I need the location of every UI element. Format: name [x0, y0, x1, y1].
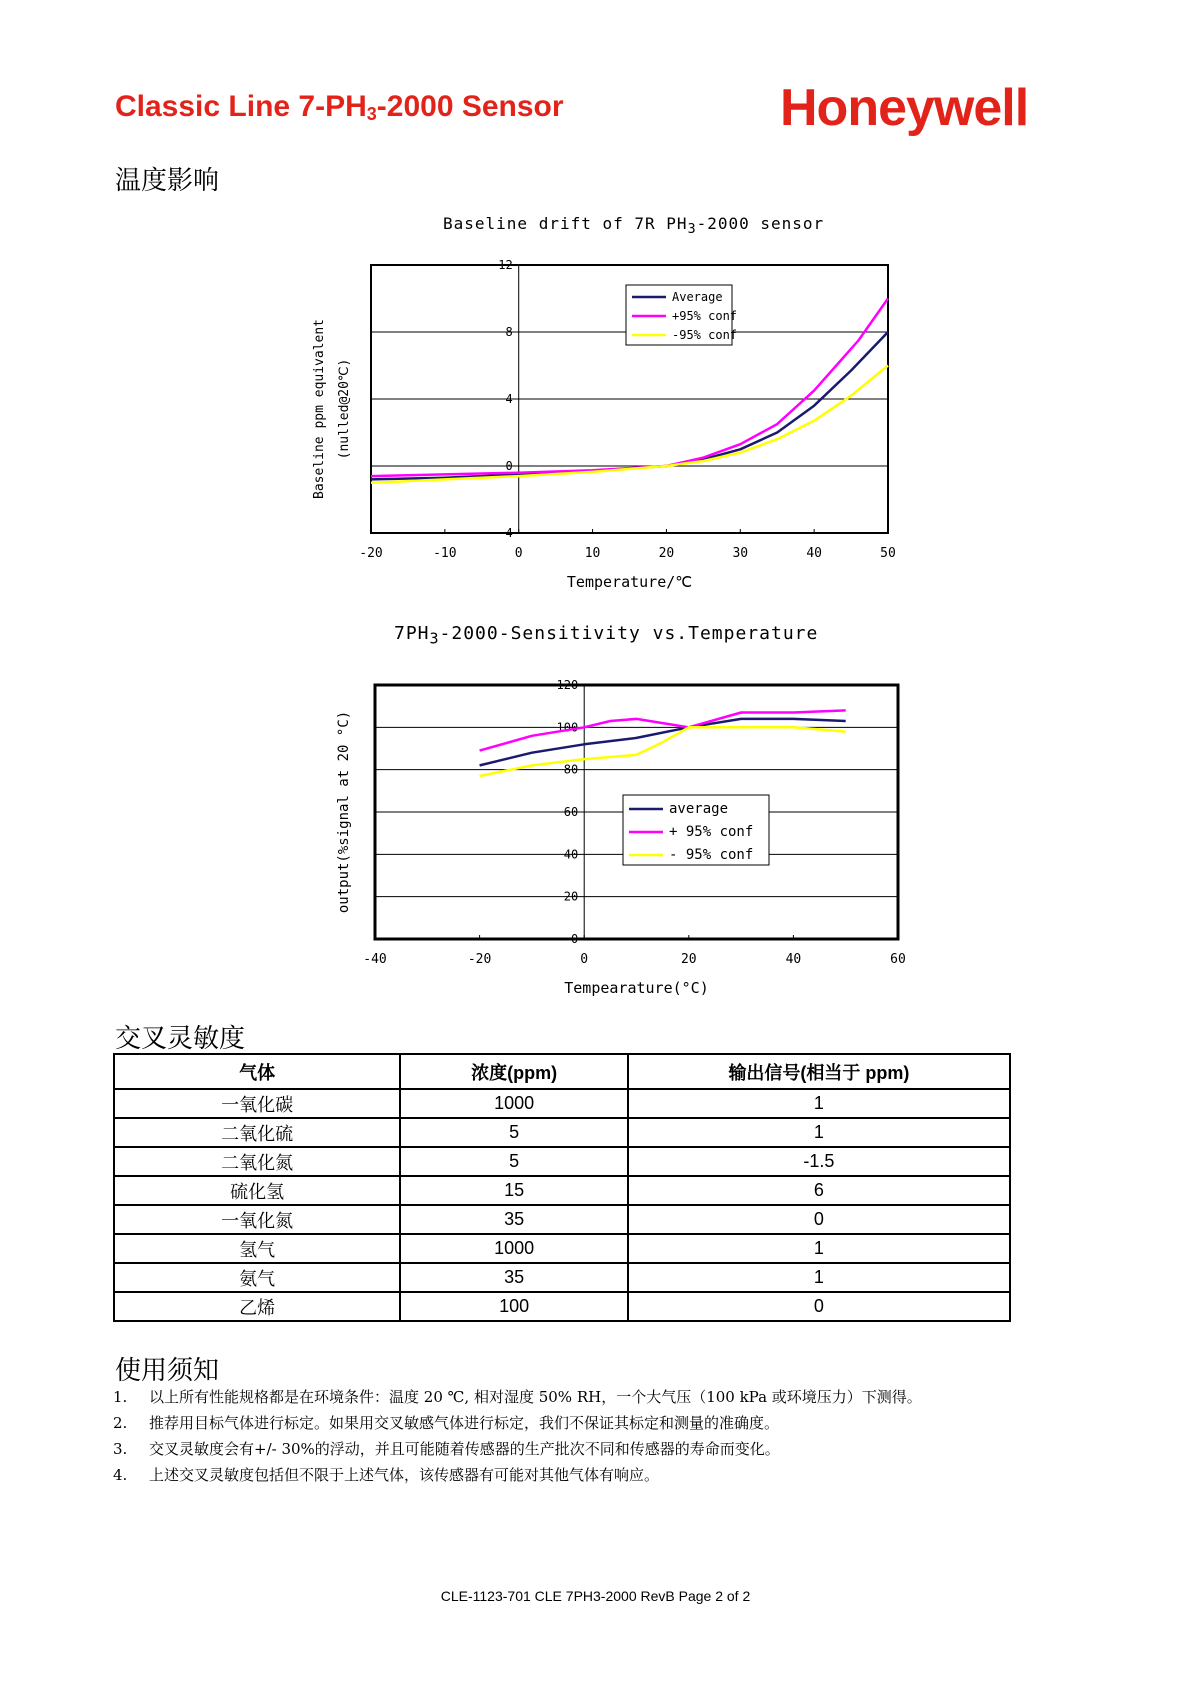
x-tick-label: -20 — [359, 546, 383, 561]
y-tick-label: 4 — [505, 392, 513, 406]
gas-cell: 硫化氢 — [114, 1176, 400, 1205]
note-text: 交叉灵敏度会有+/- 30%的浮动，并且可能随着传感器的生产批次不同和传感器的寿命而变化。 — [149, 1440, 780, 1458]
y-tick-label: 12 — [498, 258, 513, 272]
y-tick-label: 40 — [563, 847, 579, 862]
y-axis-label-line2: (nulled@20℃) — [337, 358, 352, 460]
gas-cell: 二氧化硫 — [114, 1118, 400, 1147]
output-cell: 0 — [628, 1205, 1010, 1234]
chart-1-title: Baseline drift of 7R $PH_3-2000$ sensor — [443, 214, 825, 238]
y-tick-label: 80 — [563, 762, 579, 777]
note-text: 上述交叉灵敏度包括但不限于上述气体，该传感器有可能对其他气体有响应。 — [149, 1466, 660, 1484]
y-tick-label: 120 — [556, 678, 579, 692]
output-cell: 0 — [628, 1292, 1010, 1321]
concentration-cell: 15 — [400, 1176, 628, 1205]
baseline-drift-chart — [300, 250, 920, 600]
x-tick-label: 20 — [680, 952, 697, 967]
y-axis-label: output(%signal at 20 °C) — [336, 710, 352, 914]
document-title: Classic Line $7-PH_3-2000$ Sensor — [115, 90, 564, 124]
section-heading-cross-sensitivity: 交叉灵敏度 — [115, 1024, 246, 1054]
output-cell: 1 — [628, 1234, 1010, 1263]
y-tick-label: -4 — [498, 526, 513, 540]
x-tick-label: 40 — [785, 952, 802, 967]
sensitivity-chart — [320, 668, 930, 1008]
list-item: 3. 交叉灵敏度会有+/- 30%的浮动，并且可能随着传感器的生产批次不同和传感器的寿命而变化。 — [113, 1440, 780, 1458]
concentration-cell: 5 — [400, 1118, 628, 1147]
y-tick-label: 0 — [505, 459, 513, 473]
concentration-cell: 1000 — [400, 1234, 628, 1263]
section-heading-temperature: 温度影响 — [115, 166, 220, 196]
table-row — [114, 1205, 1010, 1234]
gas-cell: 一氧化碳 — [114, 1089, 400, 1118]
section-heading-notes: 使用须知 — [115, 1356, 220, 1386]
y-tick-label: 100 — [556, 720, 579, 735]
usage-notes-list — [113, 1384, 922, 1488]
output-cell: 1 — [628, 1089, 1010, 1118]
table-header-row — [114, 1054, 1010, 1089]
column-header-gas: 气体 — [114, 1054, 400, 1089]
note-text: 以上所有性能规格都是在环境条件：温度 20 ℃, 相对湿度 50% RH，一个大气压（100 kPa 或环境压力）下测得。 — [149, 1388, 922, 1406]
legend-entry: Average — [672, 290, 723, 304]
honeywell-logo: Honeywell — [780, 79, 1029, 137]
x-tick-label: -40 — [363, 952, 387, 967]
output-cell: -1.5 — [628, 1147, 1010, 1176]
concentration-cell: 1000 — [400, 1089, 628, 1118]
gas-cell: 一氧化氮 — [114, 1205, 400, 1234]
table-row — [114, 1292, 1010, 1321]
gas-cell: 二氧化氮 — [114, 1147, 400, 1176]
table-row — [114, 1176, 1010, 1205]
gas-cell: 乙烯 — [114, 1292, 400, 1321]
column-header-output: 输出信号(相当于 ppm) — [628, 1054, 1010, 1089]
output-cell: 1 — [628, 1118, 1010, 1147]
x-tick-label: 60 — [890, 952, 906, 967]
concentration-cell: 100 — [400, 1292, 628, 1321]
cross-sensitivity-table — [113, 1053, 1011, 1322]
x-tick-label: 20 — [658, 546, 675, 561]
gas-cell: 氨气 — [114, 1263, 400, 1292]
legend-entry: - 95% conf — [669, 847, 754, 863]
x-tick-label: 10 — [584, 546, 601, 561]
table-row — [114, 1089, 1010, 1118]
table-row — [114, 1118, 1010, 1147]
x-tick-label: 40 — [806, 546, 822, 561]
chart-2-title: $7PH_3-2000$-Sensitivity vs.Temperature — [394, 623, 819, 648]
output-cell: 6 — [628, 1176, 1010, 1205]
list-item: 1. 以上所有性能规格都是在环境条件：温度 20 ℃, 相对湿度 50% RH，一个大气压（100 kPa 或环境压力）下测得。 — [113, 1388, 922, 1406]
legend-entry: -95% conf — [672, 328, 738, 342]
list-item: 4. 上述交叉灵敏度包括但不限于上述气体，该传感器有可能对其他气体有响应。 — [113, 1466, 660, 1484]
legend-entry: average — [669, 801, 729, 817]
concentration-cell: 35 — [400, 1263, 628, 1292]
y-tick-label: 0 — [570, 932, 579, 946]
x-tick-label: -10 — [433, 546, 457, 561]
x-tick-label: -20 — [467, 952, 492, 967]
x-tick-label: 0 — [580, 952, 589, 967]
x-axis-label: Tempearature(°C) — [564, 979, 709, 997]
table-row — [114, 1234, 1010, 1263]
legend-entry: +95% conf — [672, 309, 738, 323]
y-tick-label: 8 — [505, 325, 513, 339]
note-text: 推荐用目标气体进行标定。如果用交叉敏感气体进行标定，我们不保证其标定和测量的准确度。 — [149, 1414, 780, 1432]
x-tick-label: 0 — [514, 546, 523, 561]
list-item: 2. 推荐用目标气体进行标定。如果用交叉敏感气体进行标定，我们不保证其标定和测量的准确度。 — [113, 1414, 780, 1432]
page-footer: CLE-1123-701 CLE 7PH3-2000 RevB Page 2 of 2 — [440, 1588, 751, 1604]
x-tick-label: 30 — [732, 546, 749, 561]
concentration-cell: 5 — [400, 1147, 628, 1176]
concentration-cell: 35 — [400, 1205, 628, 1234]
column-header-concentration: 浓度(ppm) — [400, 1054, 628, 1089]
output-cell: 1 — [628, 1263, 1010, 1292]
table-row — [114, 1263, 1010, 1292]
legend-entry: + 95% conf — [669, 824, 754, 840]
y-tick-label: 60 — [563, 805, 579, 819]
y-axis-label-line1: Baseline ppm equivalent — [312, 318, 327, 500]
x-tick-label: 50 — [880, 546, 896, 561]
gas-cell: 氢气 — [114, 1234, 400, 1263]
x-axis-label: Temperature/℃ — [566, 573, 693, 591]
y-tick-label: 20 — [563, 889, 579, 904]
table-row — [114, 1147, 1010, 1176]
